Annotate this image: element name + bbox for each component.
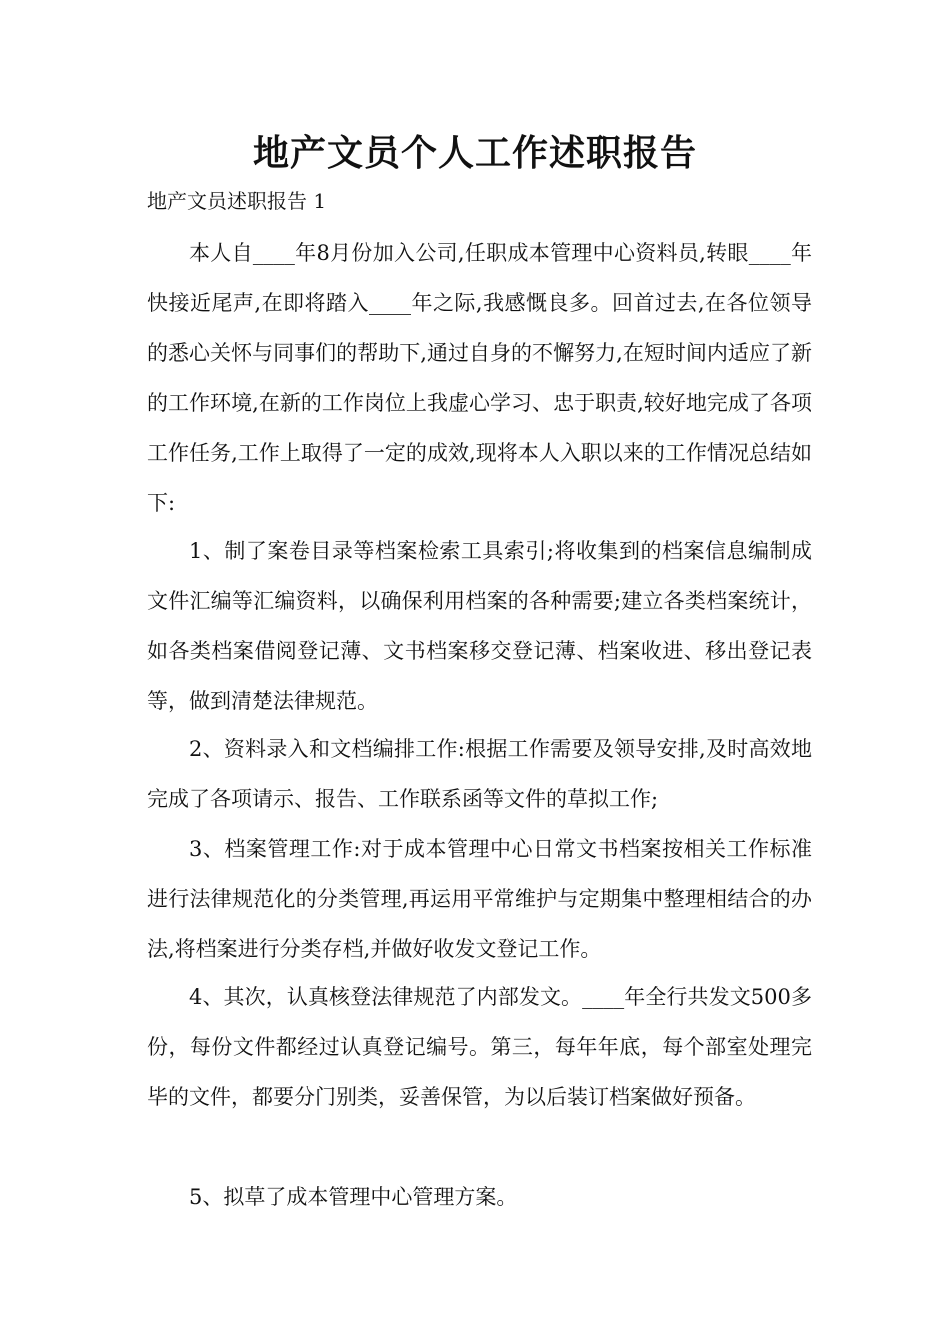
paragraph-item-5: 5、拟草了成本管理中心管理方案。 — [189, 1185, 518, 1209]
paragraph-item-2: 2、资料录入和文档编排工作:根据工作需要及领导安排,及时高效地完成了各项请示、报告、工作联系函等文件的草拟工作; — [147, 737, 812, 811]
paragraph-item-1: 1、制了案卷目录等档案检索工具索引;将收集到的档案信息编制成文件汇编等汇编资料，以确保利用档案的各种需要;建立各类档案统计，如各类档案借阅登记薄、文书档案移交登记薄、档案收进、移出登记表等，做到清楚法律规范。 — [147, 539, 812, 713]
section-heading: 地产文员述职报告 1 — [147, 189, 327, 213]
document-title: 地产文员个人工作述职报告 — [252, 132, 697, 174]
paragraph-item-3: 3、档案管理工作:对于成本管理中心日常文书档案按相关工作标准进行法律规范化的分类管理,再运用平常维护与定期集中整理相结合的办法,将档案进行分类存档,并做好收发文登记工作。 — [147, 837, 812, 961]
paragraph-intro: 本人自____年8月份加入公司,任职成本管理中心资料员,转眼____年快接近尾声,在即将踏入____年之际,我感慨良多。回首过去,在各位领导的悉心关怀与同事们的帮助下,通过自身的不懈努力,在短时间内适应了新的工作环境,在新的工作岗位上我虚心学习、忠于职责,较好地完成了各项工作任务,工作上取得了一定的成效,现将本人入职以来的工作情况总结如下: — [147, 241, 812, 515]
paragraph-item-4: 4、其次，认真核登法律规范了内部发文。____年全行共发文500多份，每份文件都经过认真登记编号。第三，每年年底，每个部室处理完毕的文件，都要分门别类，妥善保管，为以后装订档案做好预备。 — [147, 985, 812, 1109]
